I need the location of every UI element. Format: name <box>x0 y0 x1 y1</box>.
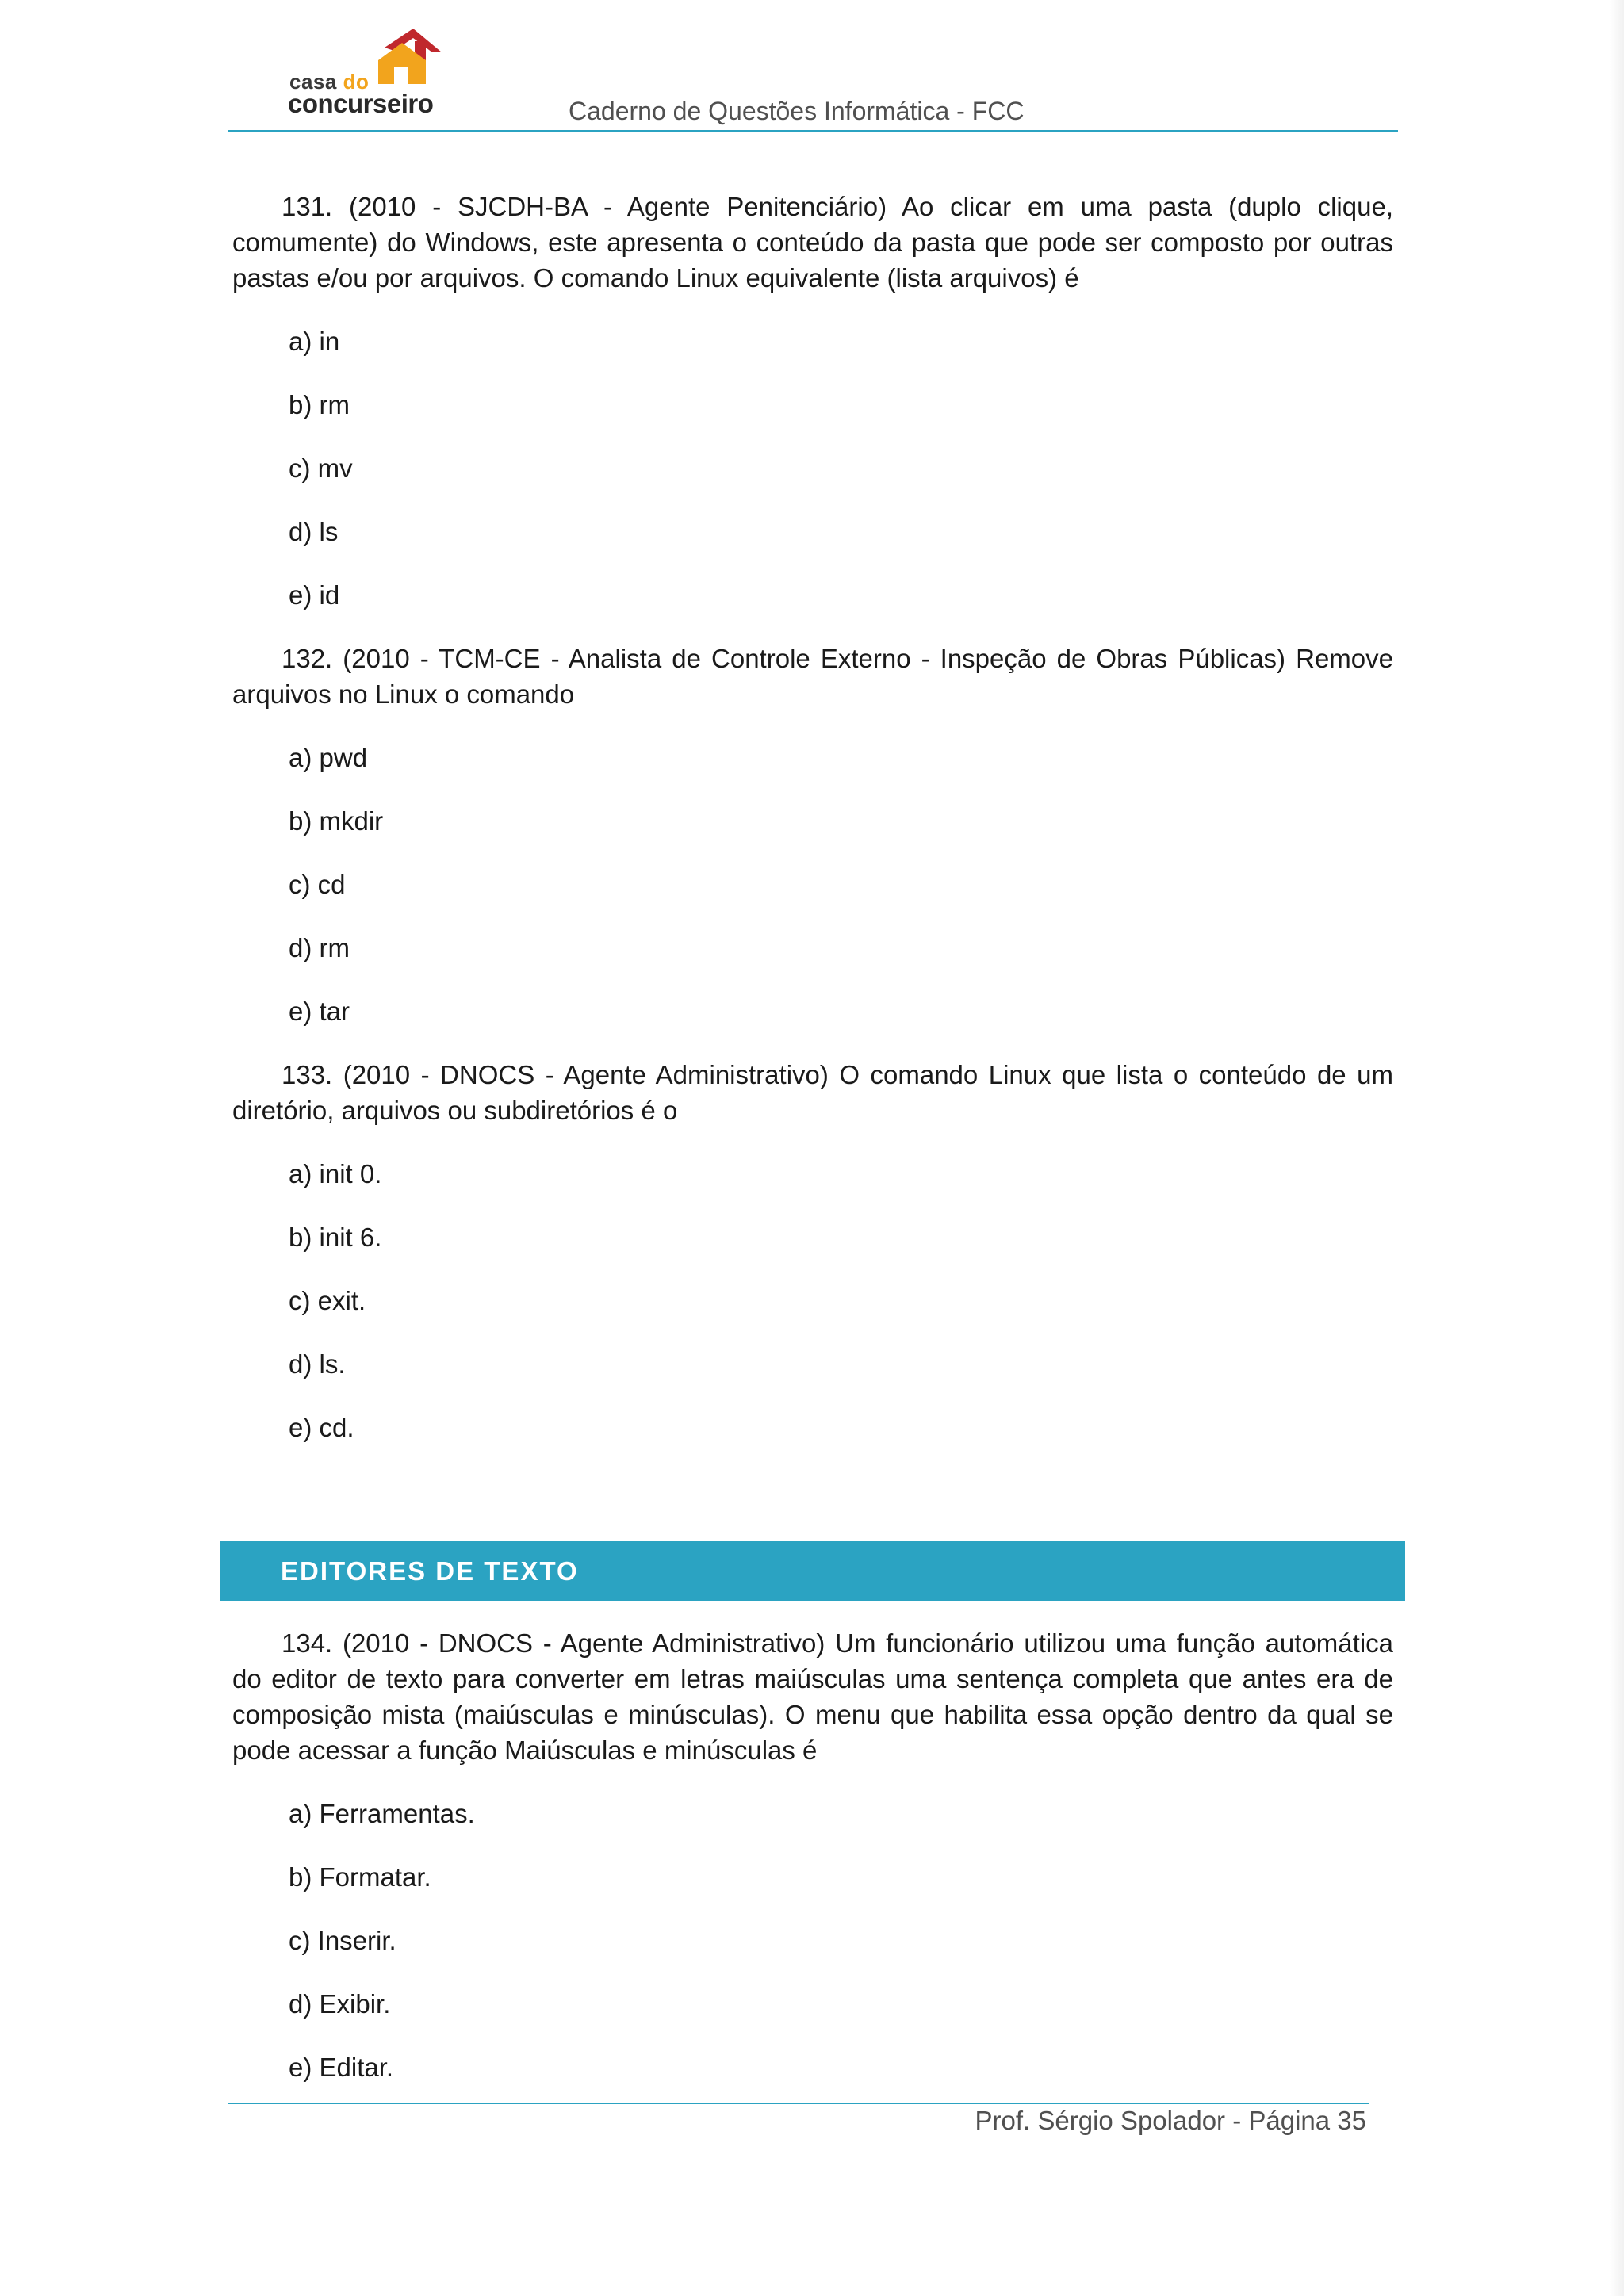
option-e: e) Editar. <box>289 2053 394 2082</box>
question-text: 131. (2010 - SJCDH-BA - Agente Penitenciário) Ao clicar em uma pasta (duplo clique, comumente) do Windows, este apresenta o conteúdo da pasta que pode ser composto por outras pastas e/ou por arquivos. O comando Linux equivalente (lista arquivos) é <box>232 192 1393 293</box>
option-b: b) rm <box>289 390 350 419</box>
option-e: e) tar <box>289 997 350 1026</box>
option-d: d) ls. <box>289 1349 346 1379</box>
question-131 <box>232 189 1393 613</box>
option-c: c) exit. <box>289 1286 366 1315</box>
option-a: a) in <box>289 327 340 356</box>
option-c: c) mv <box>289 453 353 483</box>
logo-casa: casa <box>289 70 337 94</box>
option-b: b) mkdir <box>289 806 384 836</box>
logo-concurseiro: concurseiro <box>288 89 434 118</box>
page-edge <box>1610 0 1624 2296</box>
questions-block-2 <box>232 1625 1393 2113</box>
casa-do-concurseiro-logo <box>259 29 450 122</box>
option-a: a) pwd <box>289 743 368 772</box>
logo-do: do <box>343 70 370 94</box>
footer-divider <box>228 2103 1369 2104</box>
section-title: EDITORES DE TEXTO <box>281 1556 579 1586</box>
page-header <box>228 29 1398 132</box>
option-d: d) rm <box>289 933 350 962</box>
question-133 <box>232 1057 1393 1445</box>
question-text: 132. (2010 - TCM-CE - Analista de Controle Externo - Inspeção de Obras Públicas) Remove arquivos no Linux o comando <box>232 644 1393 709</box>
document-title: Caderno de Questões Informática - FCC <box>569 97 1025 125</box>
option-e: e) id <box>289 580 340 610</box>
option-d: d) ls <box>289 517 339 546</box>
section-header-bar <box>220 1541 1405 1601</box>
option-b: b) init 6. <box>289 1223 382 1252</box>
option-b: b) Formatar. <box>289 1862 431 1892</box>
header-divider <box>228 130 1398 132</box>
option-a: a) init 0. <box>289 1159 382 1188</box>
option-e: e) cd. <box>289 1413 354 1442</box>
question-134 <box>232 1625 1393 2085</box>
question-132 <box>232 641 1393 1029</box>
footer-author-page: Prof. Sérgio Spolador - Página 35 <box>975 2106 1366 2135</box>
option-a: a) Ferramentas. <box>289 1799 475 1828</box>
option-d: d) Exibir. <box>289 1989 391 2019</box>
question-text: 133. (2010 - DNOCS - Agente Administrativo) O comando Linux que lista o conteúdo de um diretório, arquivos ou subdiretórios é o <box>232 1060 1393 1125</box>
question-text: 134. (2010 - DNOCS - Agente Administrativo) Um funcionário utilizou uma função automática do editor de texto para converter em letras maiúsculas uma sentença completa que antes era de composição mista (maiúsculas e minúsculas). O menu que habilita essa opção dentro da qual se pode acessar a função Maiúsculas e minúsculas é <box>232 1628 1393 1765</box>
option-c: c) cd <box>289 870 346 899</box>
questions-block-1 <box>232 189 1393 1473</box>
option-c: c) Inserir. <box>289 1926 396 1955</box>
